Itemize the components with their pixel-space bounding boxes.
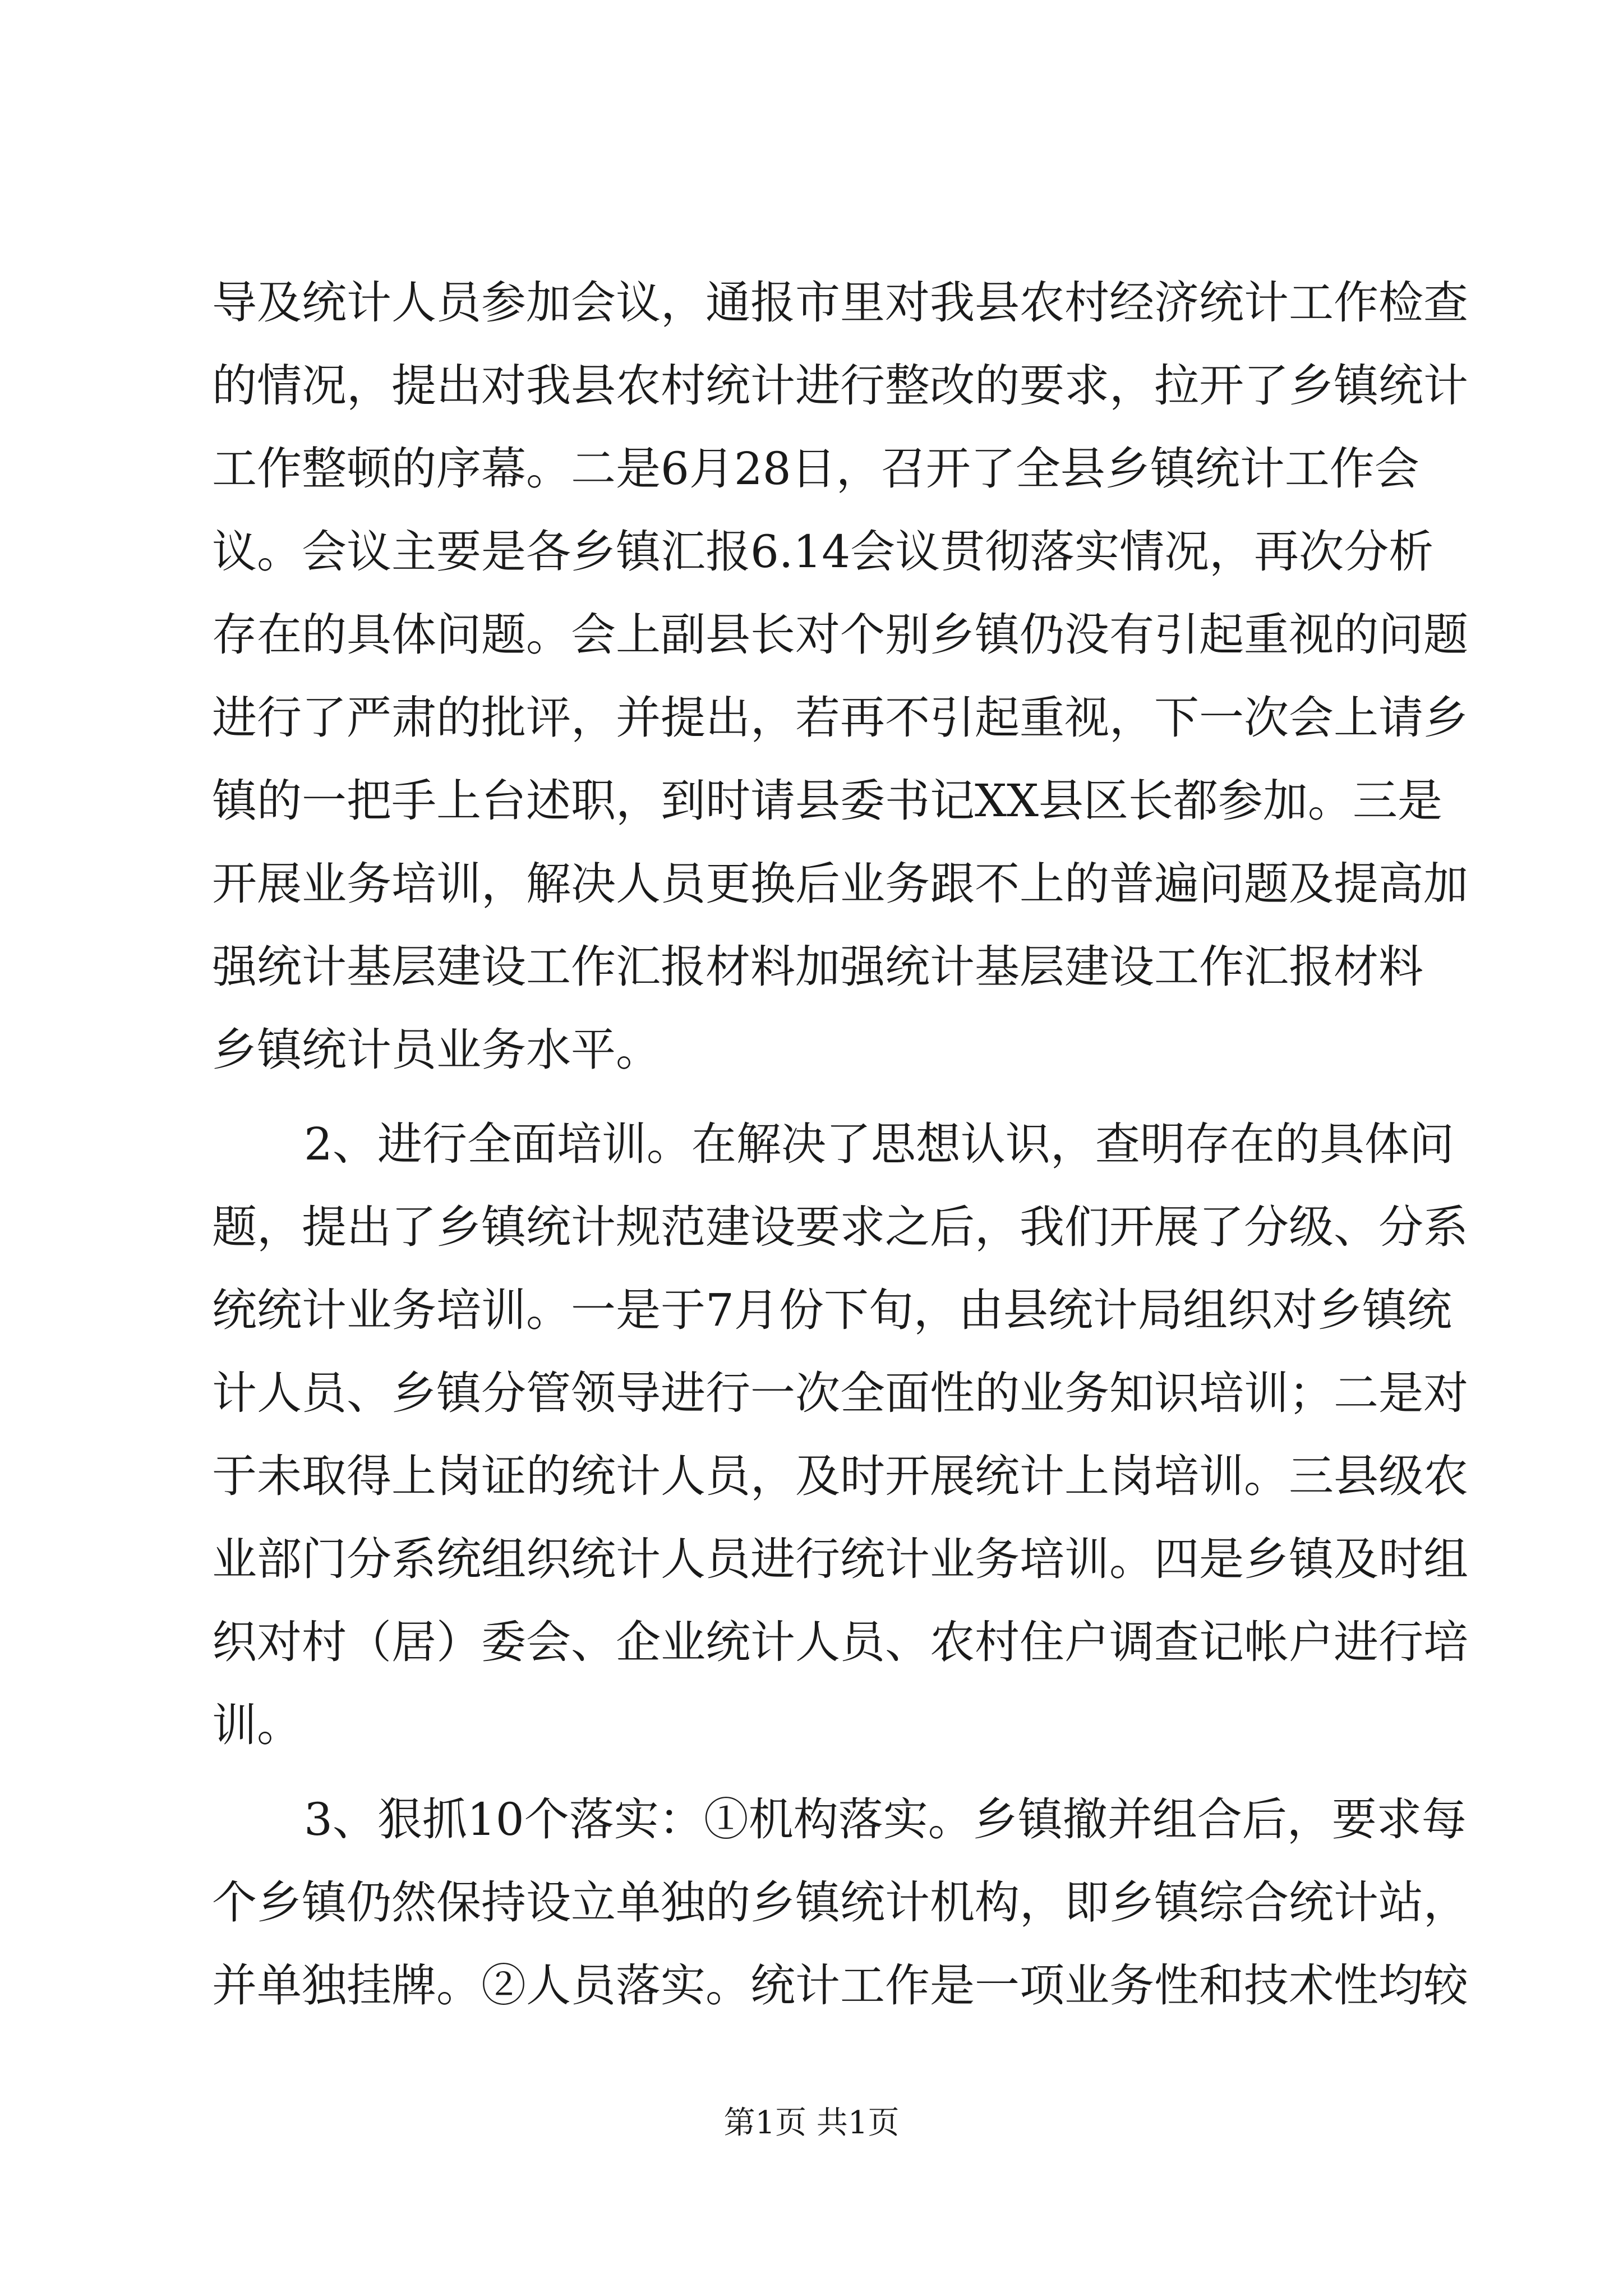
text-line: 计人员、乡镇分管领导进行一次全面性的业务知识培训；二是对 xyxy=(212,1367,1468,1419)
text-line: 统统计业务培训。一是于7月份下旬，由县统计局组织对乡镇统 xyxy=(212,1284,1452,1336)
document-body xyxy=(212,261,1468,2027)
text-line: 工作整顿的序幕。二是6月28日，召开了全县乡镇统计工作会 xyxy=(212,443,1419,495)
text-line: 开展业务培训，解决人员更换后业务跟不上的普遍问题及提高加 xyxy=(212,858,1468,910)
text-line: 织对村（居）委会、企业统计人员、农村住户调查记帐户进行培 xyxy=(212,1616,1468,1668)
text-line: 题，提出了乡镇统计规范建设要求之后，我们开展了分级、分系 xyxy=(212,1201,1468,1253)
text-line: 导及统计人员参加会议，通报市里对我县农村经济统计工作检查 xyxy=(212,277,1468,329)
text-line: 2、进行全面培训。在解决了思想认识，查明存在的具体问 xyxy=(304,1118,1454,1170)
text-line: 个乡镇仍然保持设立单独的乡镇统计机构，即乡镇综合统计站， xyxy=(212,1876,1468,1929)
text-line: 议。会议主要是各乡镇汇报6.14会议贯彻落实情况，再次分析 xyxy=(212,526,1434,578)
text-line: 于未取得上岗证的统计人员，及时开展统计上岗培训。三县级农 xyxy=(212,1450,1468,1502)
page-number-footer: 第1页 共1页 xyxy=(723,2105,900,2141)
text-line: 进行了严肃的批评，并提出，若再不引起重视，下一次会上请乡 xyxy=(212,692,1468,744)
text-line: 镇的一把手上台述职，到时请县委书记XX县区长都参加。三是 xyxy=(212,775,1442,827)
text-line: 的情况，提出对我县农村统计进行整改的要求，拉开了乡镇统计 xyxy=(212,360,1468,412)
text-line: 乡镇统计员业务水平。 xyxy=(212,1024,661,1076)
text-line: 业部门分系统组织统计人员进行统计业务培训。四是乡镇及时组 xyxy=(212,1533,1468,1585)
text-line: 存在的具体问题。会上副县长对个别乡镇仍没有引起重视的问题 xyxy=(212,609,1468,661)
text-line: 训。 xyxy=(212,1699,302,1751)
text-line: 3、狠抓10个落实：①机构落实。乡镇撤并组合后，要求每 xyxy=(304,1793,1467,1846)
text-line: 强统计基层建设工作汇报材料加强统计基层建设工作汇报材料 xyxy=(212,941,1423,993)
text-line: 并单独挂牌。②人员落实。统计工作是一项业务性和技术性均较 xyxy=(212,1959,1468,2012)
